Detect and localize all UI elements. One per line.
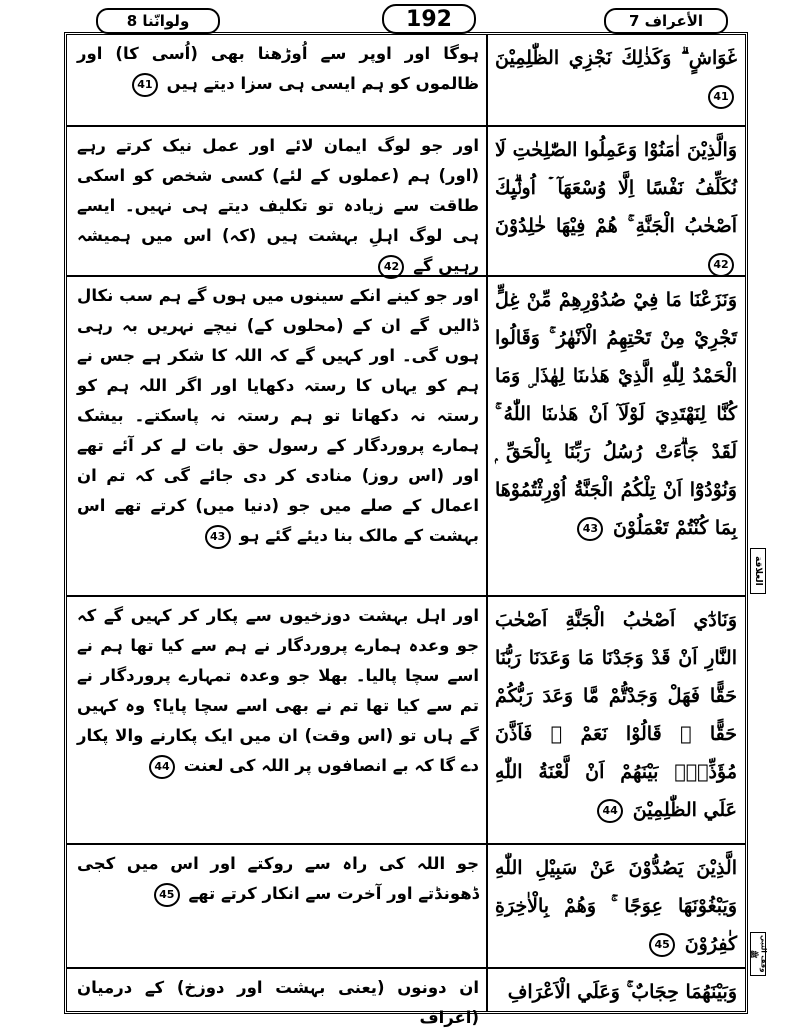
arabic-verse: وَبَيْنَهُمَا حِجَابٌ ۚ وَعَلَي الْاَعْرَافِ: [507, 981, 737, 1003]
page-number: 192: [382, 4, 476, 34]
urdu-translation-44: [73, 599, 483, 869]
arabic-verse: غَوَاشٍ ۗ وَكَذٰلِكَ نَجْزِي الظّٰلِمِيْنَ: [495, 47, 737, 69]
arabic-verse: وَنَزَعْنَا مَا فِيْ صُدُوْرِهِمْ مِّنْ غِلٍّ تَجْرِيْ مِنْ تَحْتِهِمُ الْاَنْھٰرُ ۚ وَقَالُوا الْحَمْدُ لِلّٰهِ الَّذِيْ هَدٰىنَا لِهٰذَا ۣ وَمَا كُنَّا لِنَهْتَدِيَ لَوْلَآ اَنْ هَدٰىنَا اللّٰهُ ۚ لَقَدْ جَاۗءَتْ رُسُلُ رَبِّنَا بِالْحَقِّ ۭ وَنُوْدُوْٓا اَنْ تِلْكُمُ الْجَنَّةُ اُوْرِثْتُمُوْهَا بِمَا كُنْتُمْ تَعْمَلُوْنَ: [495, 289, 737, 539]
ayah-number-marker: 41: [708, 85, 734, 109]
arabic-text-42: [491, 129, 743, 289]
urdu-translation-42: [73, 129, 483, 289]
urdu-translation-46-start: [73, 971, 483, 1027]
ayah-number-marker: 45: [154, 883, 180, 907]
ayah-number-marker: 42: [708, 253, 734, 277]
section-separator: [67, 275, 745, 277]
ayah-number-marker: 44: [597, 799, 623, 823]
section-separator: [67, 125, 745, 127]
arabic-verse: وَالَّذِيْنَ اٰمَنُوْا وَعَمِلُوا الصّٰلِحٰتِ لَا نُكَلِّفُ نَفْسًا اِلَّا وُسْعَهَآ ۡ اُولٰۗىِٕكَ اَصْحٰبُ الْجَنَّةِ ۚ هُمْ فِيْهَا خٰلِدُوْنَ: [495, 139, 737, 237]
arabic-text-41: [491, 37, 743, 123]
urdu-text: ہوگا اور اوپر سے اُوڑھنا بھی (اُسی کا) اور ظالموں کو ہم ایسی ہی سزا دیتے ہیں: [77, 44, 479, 93]
ruku-marker: العلاقة: [750, 548, 766, 594]
ayah-number-marker: 44: [149, 755, 175, 779]
surah-label: الأعراف 7: [604, 8, 728, 34]
arabic-text-46-start: [491, 971, 743, 1011]
ayah-number-marker: 43: [205, 525, 231, 549]
section-separator: [67, 595, 745, 597]
para-label: ولوانّنا 8: [96, 8, 220, 34]
urdu-translation-41: [73, 37, 483, 123]
page-header: [64, 4, 748, 34]
ayah-number-marker: 41: [132, 73, 158, 97]
column-divider: [486, 35, 488, 1011]
urdu-text: اور جو کینے انکے سینوں میں ہوں گے ہم سب نکال ڈالیں گے ان کے (محلوں کے) نیچے نہریں بہ رہی ہوں گی۔ اور کہیں گے کہ اللہ کا شکر ہے جس نے ہم کو یہاں کا رستہ دکھایا اور اگر اللہ ہم کو رستہ نہ دکھاتا تو ہم رستہ نہ پاسکتے۔ بیشک ہمارے پروردگار کے رسول حق بات لے کر آئے تھے اور (اس روز) منادی کر دی جائے گی کہ تم ان اعمال کے صلے میں جو (دنیا میں) کرتے تھے اس بہشت کے مالک بنا دیئے گئے ہو: [77, 286, 479, 545]
section-separator: [67, 843, 745, 845]
urdu-text: اور جو لوگ ایمان لائے اور عمل نیک کرتے رہے (اور) ہم (عملوں کے لئے) کسی شخص کو اسکی طاقت سے زیادہ تو تکلیف دیتے ہی نہیں۔ ایسے ہی لوگ اہلِ بہشت ہیں (کہ) اس میں ہمیشہ رہیں گے: [77, 136, 479, 275]
arabic-text-43: [491, 279, 743, 619]
arabic-verse: الَّذِيْنَ يَصُدُّوْنَ عَنْ سَبِيْلِ اللّٰهِ وَيَبْغُوْنَهَا عِوَجًا ۚ وَهُمْ بِالْاٰخِرَةِ كٰفِرُوْنَ: [495, 857, 737, 955]
ayah-number-marker: 45: [649, 933, 675, 957]
urdu-text: ان دونوں (یعنی بہشت اور دوزخ) کے درمیان (اعراف: [77, 978, 479, 1027]
arabic-text-44: [491, 599, 743, 869]
ayah-number-marker: 43: [577, 517, 603, 541]
section-separator: [67, 967, 745, 969]
page-frame: [64, 32, 748, 1027]
arabic-verse: وَنَادٰٓي اَصْحٰبُ الْجَنَّةِ اَصْحٰبَ النَّارِ اَنْ قَدْ وَجَدْنَا مَا وَعَدَنَا رَبُّنَا حَقًّا فَهَلْ وَجَدْتُّمْ مَّا وَعَدَ رَبُّكُمْ حَقًّا ۭ قَالُوْا نَعَمْ ۚ فَاَذَّنَ مُؤَذِّنٌۢ بَيْنَهُمْ اَنْ لَّعْنَةُ اللّٰهِ عَلَي الظّٰلِمِيْنَ: [495, 609, 737, 821]
waqf-marker: وقف النبي ﷺ: [750, 932, 766, 976]
urdu-translation-43: [73, 279, 483, 619]
ayah-number-marker: 42: [378, 255, 404, 279]
arabic-text-45: [491, 847, 743, 965]
urdu-translation-45: [73, 847, 483, 965]
urdu-text: جو اللہ کی راہ سے روکتے اور اس میں کجی ڈھونڈتے اور آخرت سے انکار کرتے تھے: [77, 854, 479, 903]
urdu-text: اور اہل بہشت دوزخیوں سے پکار کر کہیں گے کہ جو وعدہ ہمارے پروردگار نے ہم سے کیا تھا ہم نے اسے سچا پالیا۔ بھلا جو وعدہ تمہارے پروردگار نے تم سے کیا تھا تم نے بھی اسے سچا پایا؟ وہ کہیں گے ہاں تو (اس وقت) ان میں ایک پکارنے والا پکار دے گا کہ بے انصافوں پر اللہ کی لعنت: [77, 606, 479, 775]
